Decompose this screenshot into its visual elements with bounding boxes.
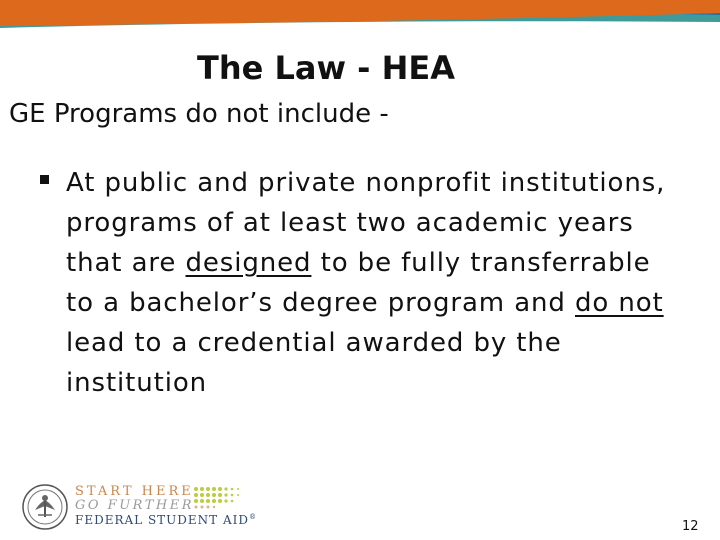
bullet-text-part-1: At public and private nonprofit institutions, programs of at least two academic years that are [66,168,666,278]
logo-line3-text: FEDERAL STUDENT AID [75,513,250,527]
registered-mark: ® [249,513,258,521]
logo-start-here: START HERE [75,484,194,499]
logo-go-further: GO FURTHER [75,498,194,513]
dot-pattern-icon [193,486,253,512]
emphasis-designed: designed [185,248,312,278]
bullet-text [66,163,686,403]
bullet-text-part-2: to be fully transferrable to a bachelor’s degree program and [66,248,651,318]
emphasis-do-not: do not [574,288,664,318]
department-seal-icon [22,484,68,530]
logo-federal-student-aid [75,513,257,527]
header-banner [0,0,720,36]
bullet-square-icon [40,175,49,184]
slide-subtitle: GE Programs do not include - [9,99,389,129]
logo-wordmark [75,484,265,530]
bullet-text-part-3: lead to a credential awarded by the institution [66,328,562,398]
page-number: 12 [682,519,699,534]
slide-title: The Law - HEA [197,49,455,87]
